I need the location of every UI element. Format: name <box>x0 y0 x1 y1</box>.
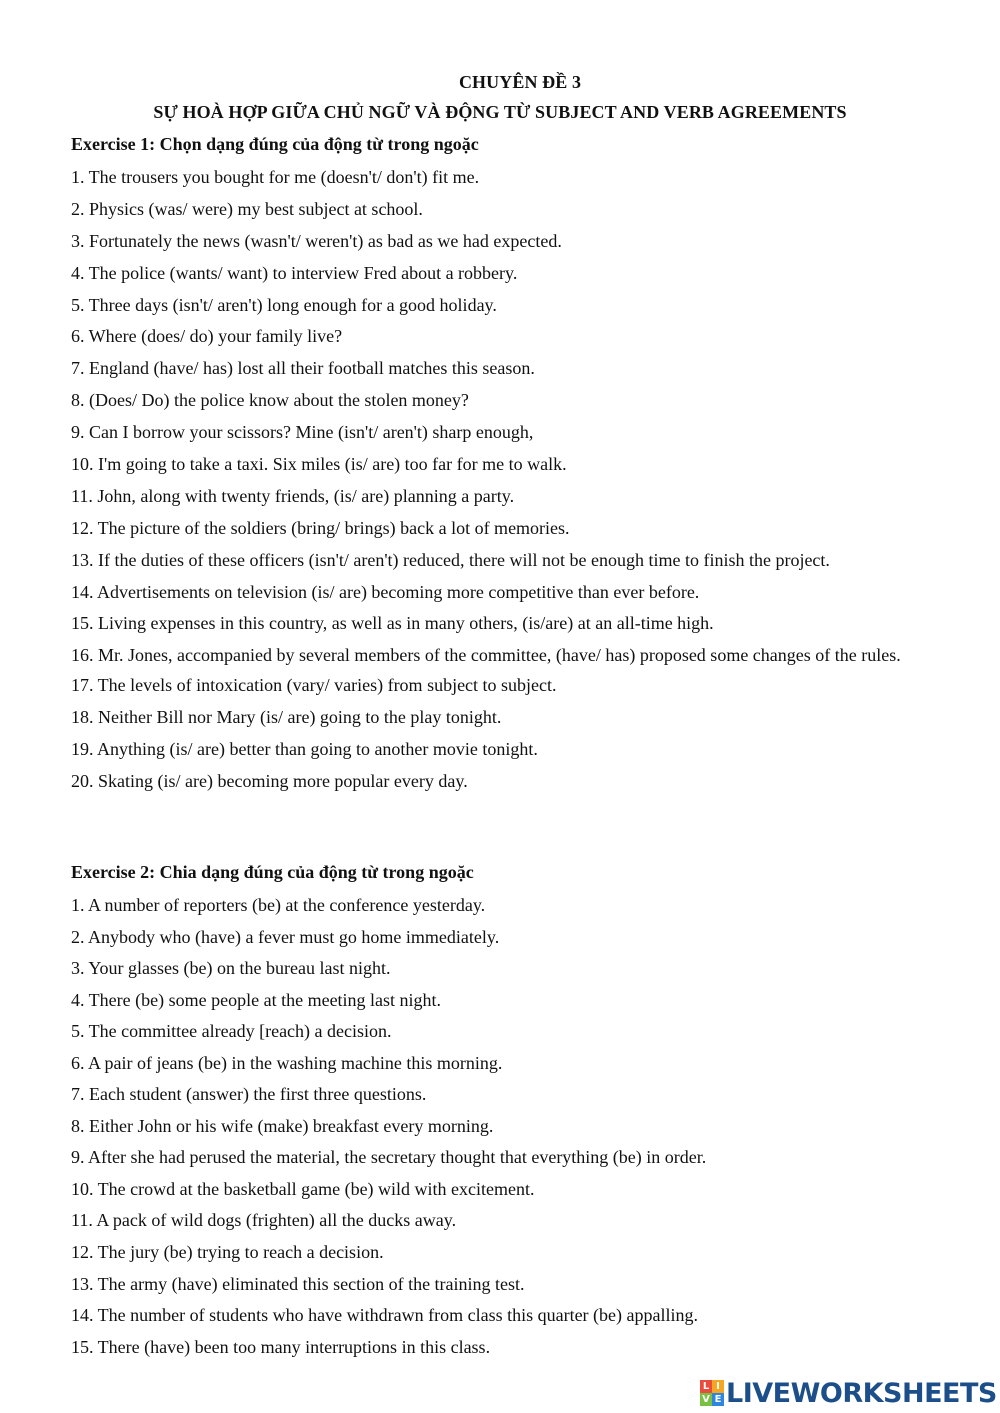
brand-logo-letter: L <box>700 1380 712 1393</box>
exercise-2-item: 5. The committee already [reach) a decision. <box>71 1021 392 1042</box>
brand-logo-letter: I <box>712 1380 724 1393</box>
exercise-1-item: 7. England (have/ has) lost all their football matches this season. <box>71 358 535 379</box>
exercise-1-item: 8. (Does/ Do) the police know about the stolen money? <box>71 390 469 411</box>
exercise-2-item: 8. Either John or his wife (make) breakfast every morning. <box>71 1115 494 1136</box>
exercise-1-item: 20. Skating (is/ are) becoming more popular every day. <box>71 771 468 792</box>
exercise-1-item: 10. I'm going to take a taxi. Six miles (is/ are) too far for me to walk. <box>71 454 567 475</box>
exercise-1-section <box>71 133 931 802</box>
exercise-1-item: 18. Neither Bill nor Mary (is/ are) going to the play tonight. <box>71 707 502 728</box>
liveworksheets-logo[interactable] <box>700 1378 997 1408</box>
exercise-2-heading: Exercise 2: Chia dạng đúng của động từ trong ngoặc <box>71 862 474 882</box>
exercise-1-item: 19. Anything (is/ are) better than going to another movie tonight. <box>71 739 538 760</box>
exercise-1-item: 14. Advertisements on television (is/ are) becoming more competitive than ever before. <box>71 581 700 602</box>
exercise-1-item: 16. Mr. Jones, accompanied by several members of the committee, (have/ has) proposed some changes of the rules. <box>71 645 901 666</box>
exercise-1-item: 11. John, along with twenty friends, (is/ are) planning a party. <box>71 485 515 506</box>
exercise-2-item: 14. The number of students who have withdrawn from class this quarter (be) appalling. <box>71 1305 699 1326</box>
exercise-2-item: 3. Your glasses (be) on the bureau last night. <box>71 958 391 979</box>
exercise-2-item: 12. The jury (be) trying to reach a decision. <box>71 1242 384 1263</box>
exercise-1-item: 9. Can I borrow your scissors? Mine (isn't/ aren't) sharp enough, <box>71 422 534 443</box>
brand-name: LIVEWORKSHEETS <box>726 1377 997 1409</box>
exercise-2-item: 15. There (have) been too many interruptions in this class. <box>71 1336 491 1357</box>
brand-logo-letter: V <box>700 1393 712 1406</box>
exercise-2-item: 13. The army (have) eliminated this section of the training test. <box>71 1273 525 1294</box>
exercise-1-item: 3. Fortunately the news (wasn't/ weren't) as bad as we had expected. <box>71 230 562 251</box>
exercise-2-item: 2. Anybody who (have) a fever must go home immediately. <box>71 926 500 947</box>
exercise-1-item: 17. The levels of intoxication (vary/ varies) from subject to subject. <box>71 675 557 696</box>
exercise-1-item: 1. The trousers you bought for me (doesn't/ don't) fit me. <box>71 167 480 187</box>
chapter-title: CHUYÊN ĐỀ 3 <box>458 72 582 92</box>
exercise-2-item: 6. A pair of jeans (be) in the washing machine this morning. <box>71 1052 503 1073</box>
exercise-2-item: 4. There (be) some people at the meeting last night. <box>71 989 442 1010</box>
exercise-1-item: 15. Living expenses in this country, as well as in many others, (is/are) at an all-time high. <box>71 613 714 634</box>
exercise-2-item: 1. A number of reporters (be) at the conference yesterday. <box>71 895 486 915</box>
chapter-subtitle: SỰ HOÀ HỢP GIỮA CHỦ NGỮ VÀ ĐỘNG TỪ SUBJECT AND VERB AGREEMENTS <box>153 102 847 122</box>
exercise-1-heading: Exercise 1: Chọn dạng đúng của động từ trong ngoặc <box>71 134 479 154</box>
exercise-2-item: 9. After she had perused the material, the secretary thought that everything (be) in order. <box>71 1147 707 1168</box>
exercise-1-item: 2. Physics (was/ were) my best subject at school. <box>71 198 423 219</box>
exercise-1-item: 5. Three days (isn't/ aren't) long enough for a good holiday. <box>71 294 497 315</box>
exercise-1-item: 6. Where (does/ do) your family live? <box>71 326 343 347</box>
exercise-2-section <box>71 861 931 1367</box>
brand-logo-letter: E <box>712 1393 724 1406</box>
exercise-2-item: 7. Each student (answer) the first three questions. <box>71 1084 427 1105</box>
brand-logo-icon <box>700 1380 724 1406</box>
exercise-1-item: 4. The police (wants/ want) to interview Fred about a robbery. <box>71 262 518 283</box>
exercise-1-item: 12. The picture of the soldiers (bring/ brings) back a lot of memories. <box>71 517 570 538</box>
exercise-2-item: 10. The crowd at the basketball game (be) wild with excitement. <box>71 1178 535 1199</box>
exercise-2-item: 11. A pack of wild dogs (frighten) all the ducks away. <box>71 1210 457 1231</box>
exercise-1-item: 13. If the duties of these officers (isn't/ aren't) reduced, there will not be enough time to finish the project. <box>71 549 830 570</box>
